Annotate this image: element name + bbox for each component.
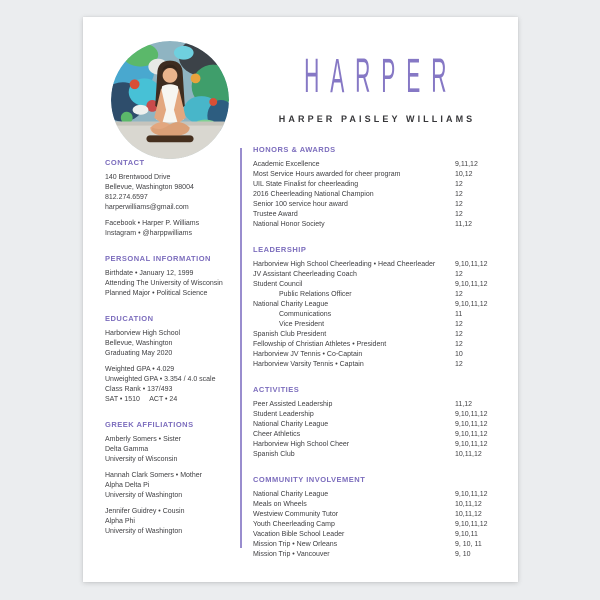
- left-section-education: [105, 314, 243, 405]
- entry-label: Spanish Club: [253, 451, 295, 458]
- entry-years: 9,10,11,12: [455, 301, 488, 308]
- entry-row: [253, 520, 495, 530]
- entry-years: 11,12: [455, 401, 472, 408]
- entry-row: [253, 440, 495, 450]
- section-title: CONTACT: [105, 158, 145, 167]
- text-line: Harborview High School: [105, 330, 181, 337]
- entry-years: 11: [455, 311, 463, 318]
- entry-years: 9,10,11,12: [455, 431, 488, 438]
- entry-row: [253, 190, 495, 200]
- entry-label: Peer Assisted Leadership: [253, 401, 333, 408]
- entry-years: 10,11,12: [455, 501, 482, 508]
- text-line: Weighted GPA • 4.029: [105, 366, 175, 373]
- entry-years: 9,10,11,12: [455, 521, 488, 528]
- page-title: HARPER: [304, 48, 458, 103]
- text-group: [105, 269, 243, 299]
- section-title: GREEK AFFILIATIONS: [105, 420, 194, 429]
- entry-label: Meals on Wheels: [253, 501, 307, 508]
- text-group: [105, 471, 243, 501]
- entry-label: Cheer Athletics: [253, 431, 301, 438]
- entry-years: 9,10,11,12: [455, 411, 488, 418]
- text-line: Graduating May 2020: [105, 350, 173, 357]
- section-title: EDUCATION: [105, 314, 154, 323]
- entry-row: [253, 450, 495, 460]
- text-line: Alpha Delta Pi: [105, 482, 150, 489]
- entry-years: 12: [455, 211, 463, 218]
- entry-row: [253, 320, 495, 330]
- left-section-contact: [105, 158, 243, 239]
- entry-years: 12: [455, 191, 463, 198]
- text-group: [105, 219, 243, 239]
- profile-photo-illustration: [111, 41, 229, 159]
- entry-label: Student Leadership: [253, 411, 314, 418]
- entry-label: Harborview High School Cheer: [253, 441, 350, 448]
- entry-label: Harborview High School Cheerleading • Head Cheerleader: [253, 261, 436, 268]
- entry-years: 10: [455, 351, 463, 358]
- entry-row: [253, 340, 495, 350]
- text-line: Instagram • @harppwilliams: [105, 230, 192, 237]
- text-line: Hannah Clark Somers • Mother: [105, 472, 202, 479]
- text-group: [105, 435, 243, 465]
- text-group: [105, 173, 243, 213]
- entry-label: Vacation Bible School Leader: [253, 531, 345, 538]
- entry-years: 9,10,11,12: [455, 261, 488, 268]
- entry-row: [253, 210, 495, 220]
- entry-row: [253, 500, 495, 510]
- entry-row: [253, 170, 495, 180]
- text-line: University of Wisconsin: [105, 456, 178, 463]
- right-section-leadership: [253, 245, 495, 370]
- entry-label: Mission Trip • New Orleans: [253, 541, 338, 548]
- right-section-honors-awards: [253, 145, 495, 230]
- entry-label: 2016 Cheerleading National Champion: [253, 191, 374, 198]
- entry-years: 9,10,11,12: [455, 441, 488, 448]
- header-title-block: [258, 47, 493, 142]
- text-group: [105, 329, 243, 359]
- text-line: Unweighted GPA • 3.354 / 4.0 scale: [105, 376, 216, 383]
- entry-row: [253, 360, 495, 370]
- entry-row: [253, 310, 495, 320]
- text-line: 812.274.6597: [105, 194, 148, 201]
- entry-label: JV Assistant Cheerleading Coach: [253, 271, 357, 278]
- entry-label: Mission Trip • Vancouver: [253, 551, 330, 558]
- entry-row: [253, 410, 495, 420]
- entry-label: Fellowship of Christian Athletes • President: [253, 341, 387, 348]
- entry-row: [253, 280, 495, 290]
- entry-label: Academic Excellence: [253, 161, 320, 168]
- entry-label: Harborview JV Tennis • Co-Captain: [253, 351, 363, 358]
- left-section-personal-information: [105, 254, 243, 299]
- left-section-greek-affiliations: [105, 420, 243, 537]
- entry-label: Most Service Hours awarded for cheer program: [253, 171, 401, 178]
- entry-label: Senior 100 service hour award: [253, 201, 348, 208]
- entry-years: 9,11,12: [455, 161, 478, 168]
- entry-row: [253, 350, 495, 360]
- text-line: Class Rank • 137/493: [105, 386, 173, 393]
- entry-years: 9,10,11,12: [455, 491, 488, 498]
- text-line: Delta Gamma: [105, 446, 149, 453]
- text-group: [105, 507, 243, 537]
- entry-label: National Charity League: [253, 491, 329, 498]
- text-line: Attending The University of Wisconsin: [105, 280, 223, 287]
- right-section-activities: [253, 385, 495, 460]
- text-line: Bellevue, Washington 98004: [105, 184, 194, 191]
- text-line: University of Washington: [105, 492, 183, 499]
- entry-label: Youth Cheerleading Camp: [253, 521, 335, 528]
- resume-page: [83, 17, 518, 582]
- entry-row: [253, 490, 495, 500]
- text-group: [105, 365, 243, 405]
- entry-row: [253, 400, 495, 410]
- entry-row: [253, 550, 495, 560]
- text-line: harperwilliams@gmail.com: [105, 204, 189, 211]
- entry-years: 12: [455, 361, 463, 368]
- entry-years: 9, 10: [455, 551, 471, 558]
- entry-row: [253, 330, 495, 340]
- entry-row: [253, 420, 495, 430]
- entry-label: Trustee Award: [253, 211, 298, 218]
- entry-row: [253, 260, 495, 270]
- entry-years: 10,11,12: [455, 451, 482, 458]
- entry-row: [253, 510, 495, 520]
- entry-label: Student Council: [253, 281, 303, 288]
- entry-label: UIL State Finalist for cheerleading: [253, 181, 359, 188]
- entry-label: Vice President: [279, 321, 325, 328]
- section-title: ACTIVITIES: [253, 385, 300, 394]
- entry-years: 12: [455, 201, 463, 208]
- text-line: Birthdate • January 12, 1999: [105, 270, 194, 277]
- entry-row: [253, 430, 495, 440]
- entry-years: 11,12: [455, 221, 472, 228]
- profile-photo: [111, 41, 229, 159]
- text-line: Facebook • Harper P. Williams: [105, 220, 200, 227]
- section-title: PERSONAL INFORMATION: [105, 254, 211, 263]
- entry-years: 12: [455, 181, 463, 188]
- resume-body: [83, 145, 518, 582]
- entry-row: [253, 220, 495, 230]
- entry-row: [253, 530, 495, 540]
- entry-years: 12: [455, 331, 463, 338]
- vertical-divider: [240, 148, 242, 548]
- section-title: COMMUNITY INVOLVEMENT: [253, 475, 366, 484]
- entry-label: Harborview Varsity Tennis • Captain: [253, 361, 364, 368]
- entry-label: National Charity League: [253, 301, 329, 308]
- entry-years: 9,10,11,12: [455, 281, 488, 288]
- text-line: Bellevue, Washington: [105, 340, 173, 347]
- entry-row: [253, 270, 495, 280]
- entry-row: [253, 180, 495, 190]
- entry-row: [253, 160, 495, 170]
- text-line: University of Washington: [105, 528, 183, 535]
- text-line: SAT • 1510 ACT • 24: [105, 396, 178, 403]
- entry-label: Westview Community Tutor: [253, 511, 339, 518]
- entry-years: 12: [455, 291, 463, 298]
- entry-years: 12: [455, 341, 463, 348]
- entry-row: [253, 290, 495, 300]
- text-line: Amberly Somers • Sister: [105, 436, 181, 443]
- section-title: HONORS & AWARDS: [253, 145, 336, 154]
- entry-years: 12: [455, 321, 463, 328]
- entry-label: National Honor Society: [253, 221, 325, 228]
- entry-label: National Charity League: [253, 421, 329, 428]
- entry-years: 10,12: [455, 171, 473, 178]
- entry-years: 10,11,12: [455, 511, 482, 518]
- entry-years: 9,10,11,12: [455, 421, 488, 428]
- text-line: Alpha Phi: [105, 518, 135, 525]
- entry-row: [253, 200, 495, 210]
- full-name: HARPER PAISLEY WILLIAMS: [278, 114, 476, 124]
- right-section-community-involvement: [253, 475, 495, 560]
- left-column: [105, 158, 243, 552]
- section-title: LEADERSHIP: [253, 245, 307, 254]
- right-column: [253, 145, 495, 575]
- entry-label: Public Relations Officer: [279, 291, 352, 298]
- text-line: 140 Brentwood Drive: [105, 174, 171, 181]
- text-line: Jennifer Guidrey • Cousin: [105, 508, 185, 515]
- text-line: Planned Major • Political Science: [105, 290, 208, 297]
- entry-label: Communications: [279, 311, 332, 318]
- entry-label: Spanish Club President: [253, 331, 327, 338]
- entry-years: 9,10,11: [455, 531, 478, 538]
- entry-years: 12: [455, 271, 463, 278]
- entry-row: [253, 540, 495, 550]
- entry-years: 9, 10, 11: [455, 541, 482, 548]
- entry-row: [253, 300, 495, 310]
